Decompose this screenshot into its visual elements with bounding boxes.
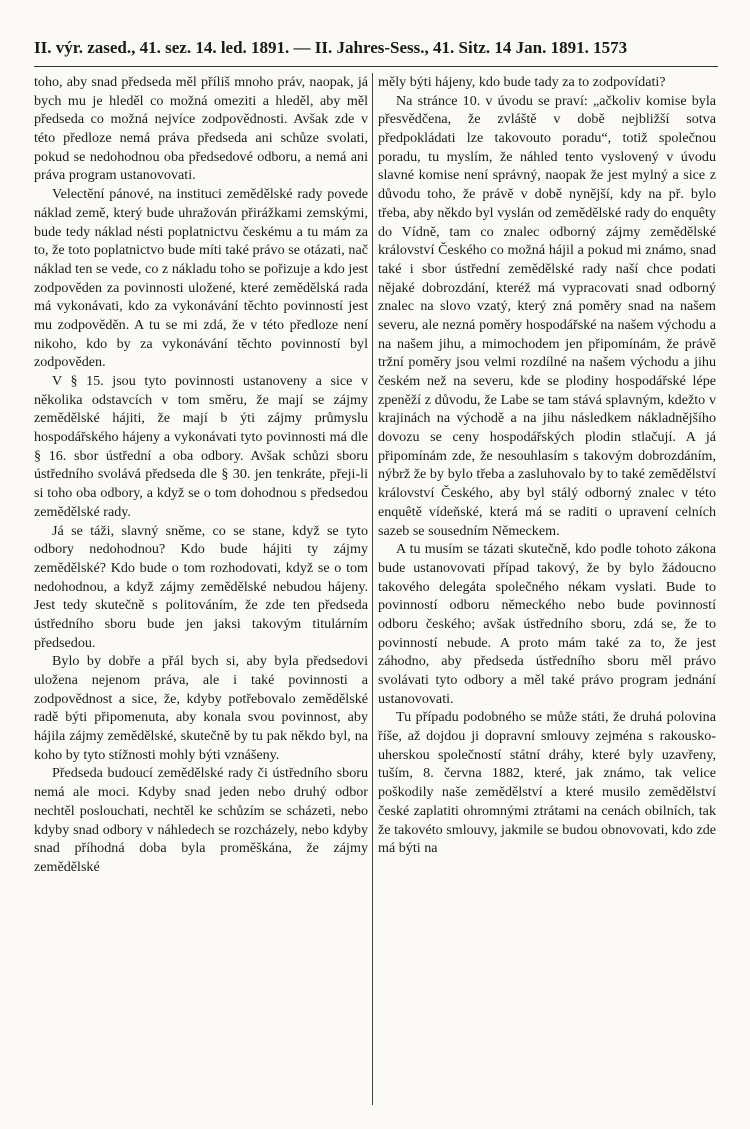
paragraph: V § 15. jsou tyto povinnosti ustanoveny a sice v několika odstavcích v tom směru, že mají se zájmy zemědělské hájiti, že mají b ýti zájmy průmyslu hospodářského hájeny a vykonávati tyto povinnosti má dle § 16. sbor ústřední a oba odbory. Avšak schůzi sboru ústředního svolává předseda dle § 30. jen tenkráte, přeji-li si toho oba odbory, a když se o tom dohodnou s předsedou zemědělské rady. xyxy=(34,373,368,520)
paragraph: Já se táži, slavný sněme, co se stane, když se tyto odbory nedohodnou? Kdo bude hájiti ty zájmy zemědělské? Kdo bude o tom rozhodovati, když se o tom nedohodnou, a když zájmy zemědělské nebudou hájeny. Jest tedy skutečně s politováním, že zde ten předseda ústředního sboru bude jen jaksi takovým titulárním předsedou. xyxy=(34,522,368,651)
paragraph: Velectění pánové, na instituci zemědělské rady povede náklad země, který bude uhražován přirážkami zemskými, bude tedy náklad nésti poplatnictvu českému a tu mám za to, že toto poplatnictvo bude míti také právo se otázati, nač náklad ten se vede, co z nákladu toho se pořizuje a kdo jest zodpověden za povinnosti uložené, které zemědělská rada má vykonávati, kdo za vykonávání těchto povinností jest mu zodpověděn. A tu se mi zdá, že v této předloze není nikoho, kdo by za vykonávání těchto povinností byl zodpověden. xyxy=(34,186,368,371)
running-header: II. výr. zased., 41. sez. 14. led. 1891. — II. Jahres-Sess., 41. Sitz. 14 Jan. 1891. 1573 xyxy=(34,38,718,67)
paragraph: toho, aby snad předseda měl příliš mnoho práv, naopak, já bych mu je hleděl co možná omeziti a hleděl, aby měl předseda co možná nejvíce zodpovědnosti. Avšak zde v této předloze nemá práva předseda ani schůze svolati, pokud se nedohodnou oba předsedové odboru, a nemá ani práva program ustanovovati. xyxy=(34,74,368,184)
paragraph: A tu musím se tázati skutečně, kdo podle tohoto zákona bude ustanovovati případ takový, že by bylo žádoucno takového delegáta společného nékam vyslati. Bude to povinností odboru německého nebo bude povinností odboru českého; avšak ústředního sboru, zdá se, že to povinností nebude. A proto mám také za to, že jest záhodno, aby předseda ústředního sboru měl právo svolávati tyto odbory a měl také právo program jednání ustanovovati. xyxy=(378,541,716,707)
right-column xyxy=(378,73,716,858)
paragraph: Tu případu podobného se může státi, že druhá polovina říše, až dojdou ji dopravní smlouvy zejména s rakousko-uherskou společností státní dráhy, které byly uzavřeny, tuším, 8. června 1882, které, jak známo, tak velice poškodily naše zemědělství a které musilo zemědělství české zaplatiti ohromnými ztrátami na cenách obilních, tak že takovéto smlouvy, jakmile se budou obnovovati, kdo zde má býti na xyxy=(378,709,716,857)
left-column xyxy=(34,73,368,877)
paragraph: Na stránce 10. v úvodu se praví: „ačkoliv komise byla přesvědčena, že zvláště v době nejbližší sotva předpokládati lze takovouto poradu“, totiž společnou poradu, tu myslím, že náhled tento vyslovený v úvodu slavné komise není správný, naopak že jest mylný a sice z důvodu toho, že právě v době nynější, kdy na př. bylo třeba, aby někdo byl vyslán od zemědělské rady do enquêty do Vídně, tam co znalec odborný zájmy zemědělské království Českého co možná hájil a pokud mi známo, snad také i sbor ústřední zemědělské rady naší chce podati nějaké dobrozdání, kteréž má vypracovati snad odborný znalec na slovo vzatý, který zná poměry snad na našem severu, ale nezná poměry hospodářské na našem východu a na našem jihu, a mimochodem jen připomínám, že právě tržní poměry jsou velmi rozdílné na našem východu a jihu českém než na severu, kde se plodiny hospodářské lépe zpeněží z důvodu, že Labe se tam stává splavným, kdežto v krajinách na východě a na jihu následkem nákladnějšího dovozu se ceny hospodářských plodin stlačují. A já připomínám zde, že nesouhlasím s takovým dobrozdáním, nýbrž že by bylo třeba a zasluhovalo by to také zemědělství království Českého, aby byl stálý odborný znalec v této enquêtě vídeňské, která má se raditi o upravení celních sazeb se sousedním Německem. xyxy=(378,92,716,539)
paragraph: měly býti hájeny, kdo bude tady za to zodpovídati? xyxy=(378,74,666,90)
paragraph: Předseda budoucí zemědělské rady či ústředního sboru nemá ale moci. Kdyby snad jeden nebo druhý odbor nechtěl poslouchati, nechtěl ke schůzím se scházeti, nebo kdyby snad odbory v náhledech se rozcházely, nebo kdyby snad příhodná doba byla proměškána, že zájmy zemědělské xyxy=(34,765,368,875)
paragraph: Bylo by dobře a přál bych si, aby byla předsedovi uložena nejenom práva, ale i také povinnosti a zodpovědnost a sice, že, kdyby potřebovalo zemědělské radě býti připomenuta, aby konala svou povinnost, aby hájila zájmy zemědělské, skutečně by tu pak někdo byl, na koho by tyto stížnosti mohly býti vznášeny. xyxy=(34,653,368,763)
column-divider xyxy=(372,73,373,1105)
